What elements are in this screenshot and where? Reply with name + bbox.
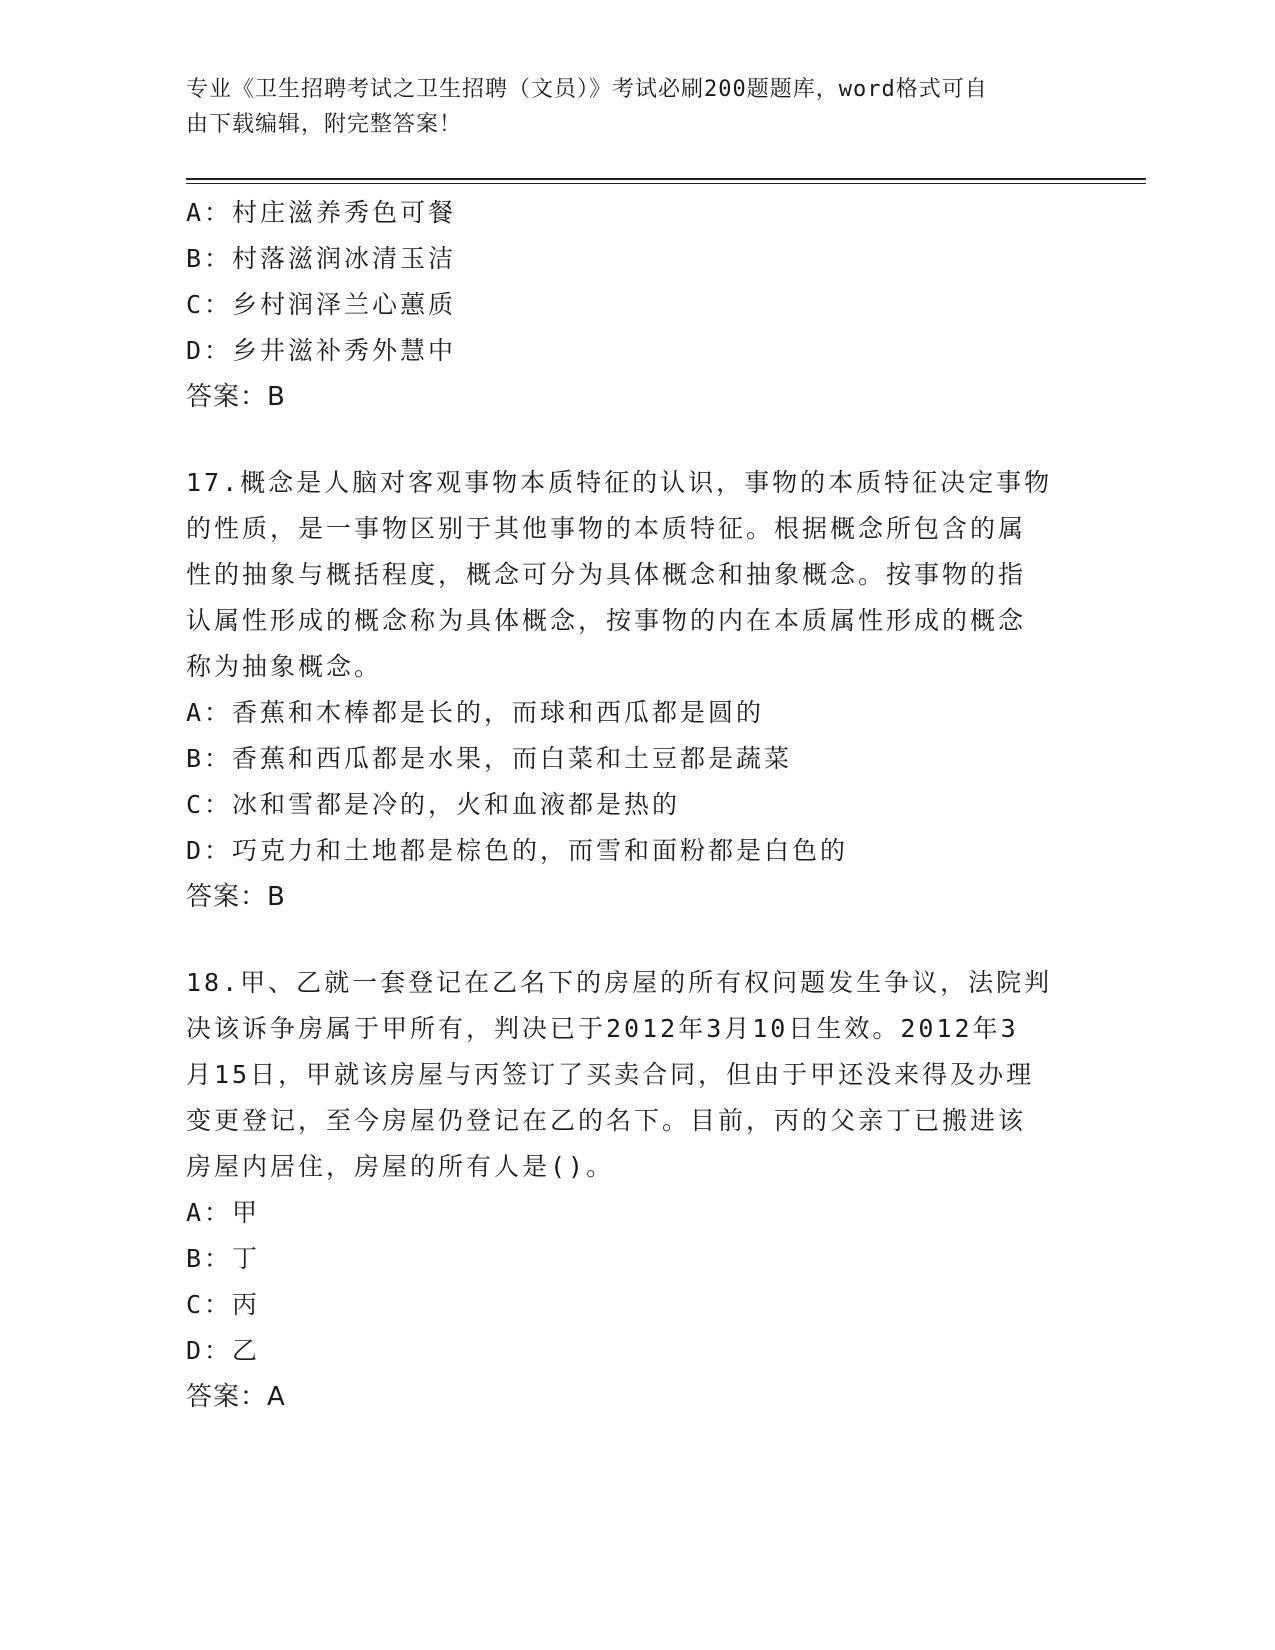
question-stem-line: 月15日，甲就该房屋与丙签订了买卖合同，但由于甲还没来得及办理 — [186, 1060, 1035, 1089]
question-18 — [186, 960, 1146, 1420]
question-stem-line: 房屋内居住，房屋的所有人是()。 — [186, 1152, 615, 1181]
header-rule-thin — [186, 183, 1146, 184]
option-c: C：乡村润泽兰心蕙质 — [186, 290, 457, 319]
option-b: B：丁 — [186, 1244, 261, 1273]
option-d: D：乡井滋补秀外慧中 — [186, 336, 457, 365]
question-stem-line: 性的抽象与概括程度，概念可分为具体概念和抽象概念。按事物的指 — [186, 560, 1027, 589]
spacer — [186, 920, 1146, 960]
question-stem-line: 认属性形成的概念称为具体概念，按事物的内在本质属性形成的概念 — [186, 606, 1027, 635]
question-stem-line: 变更登记，至今房屋仍登记在乙的名下。目前，丙的父亲丁已搬进该 — [186, 1106, 1027, 1135]
option-d: D：巧克力和土地都是棕色的，而雪和面粉都是白色的 — [186, 836, 849, 865]
option-b: B：香蕉和西瓜都是水果，而白菜和土豆都是蔬菜 — [186, 744, 793, 773]
question-stem-line: 的性质，是一事物区别于其他事物的本质特征。根据概念所包含的属 — [186, 514, 1027, 543]
answer-line: 答案：A — [186, 1382, 286, 1412]
question-stem-line: 17.概念是人脑对客观事物本质特征的认识，事物的本质特征决定事物 — [186, 468, 1053, 497]
document-content — [186, 190, 1146, 1420]
header-title-line-2: 由下载编辑，附完整答案！ — [186, 112, 463, 137]
answer-line: 答案：B — [186, 882, 286, 912]
option-c: C：丙 — [186, 1290, 261, 1319]
option-b: B：村落滋润冰清玉洁 — [186, 244, 457, 273]
option-c: C：冰和雪都是冷的，火和血液都是热的 — [186, 790, 681, 819]
question-16 — [186, 190, 1146, 420]
question-17 — [186, 460, 1146, 920]
option-a: A：村庄滋养秀色可餐 — [186, 198, 457, 227]
question-stem-line: 决该诉争房属于甲所有，判决已于2012年3月10日生效。2012年3 — [186, 1014, 1019, 1043]
header-rule-thick — [186, 178, 1146, 180]
question-stem-line: 18.甲、乙就一套登记在乙名下的房屋的所有权问题发生争议，法院判 — [186, 968, 1053, 997]
option-a: A：香蕉和木棒都是长的，而球和西瓜都是圆的 — [186, 698, 765, 727]
question-stem-line: 称为抽象概念。 — [186, 652, 383, 681]
header-title-line-1: 专业《卫生招聘考试之卫生招聘（文员）》考试必刷200题题库，word格式可自 — [186, 77, 988, 102]
document-header — [186, 72, 1066, 142]
spacer — [186, 420, 1146, 460]
answer-line: 答案：B — [186, 382, 286, 412]
option-a: A：甲 — [186, 1198, 261, 1227]
option-d: D：乙 — [186, 1336, 261, 1365]
